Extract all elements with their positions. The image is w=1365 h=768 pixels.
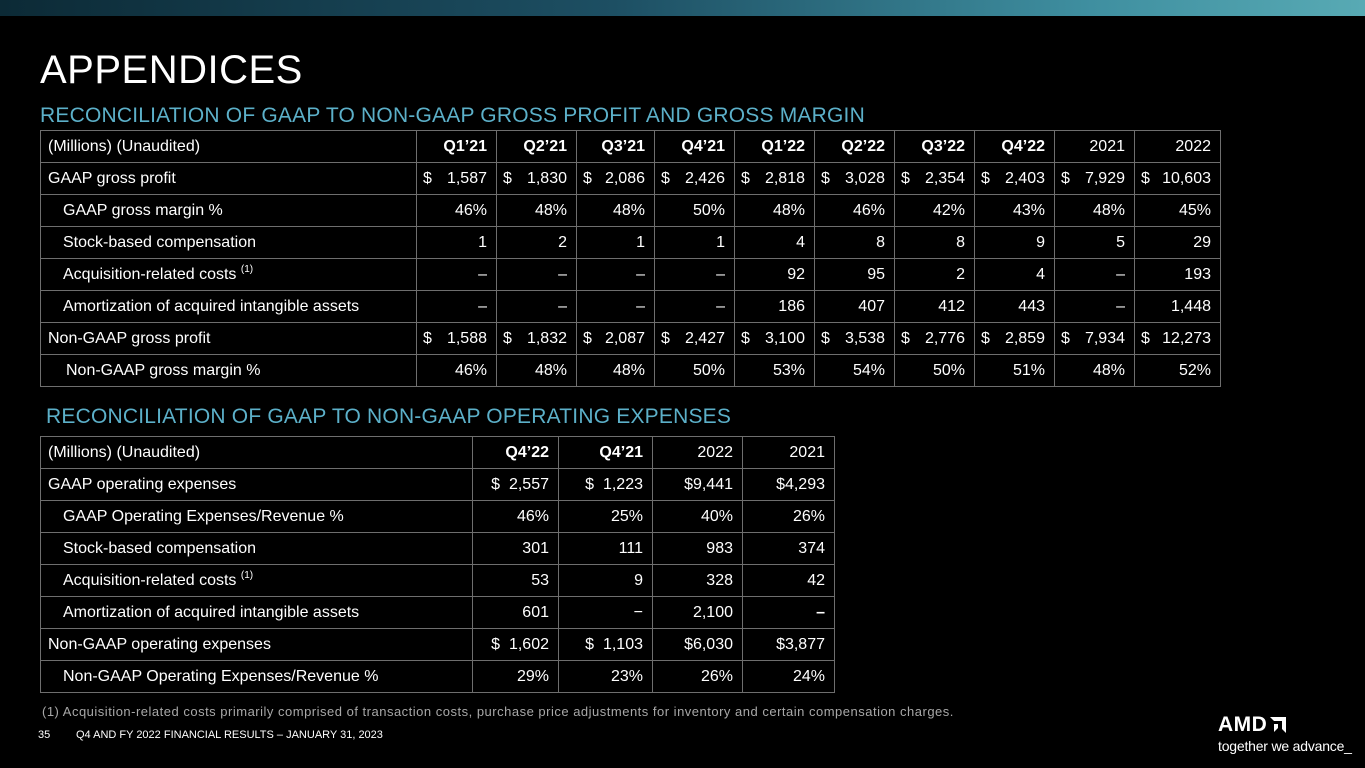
row-label: GAAP gross profit xyxy=(41,163,417,195)
row-label xyxy=(41,259,417,291)
table-cell: 45% xyxy=(1135,195,1221,227)
currency-symbol: $ xyxy=(491,475,501,493)
table-cell: 29 xyxy=(1135,227,1221,259)
table-cell: 95 xyxy=(815,259,895,291)
table-cell: – xyxy=(497,291,577,323)
amd-logo xyxy=(1218,713,1358,754)
footnote: (1) Acquisition-related costs primarily comprised of transaction costs, purchase price adjustments for inventory and certain compensation charges. xyxy=(42,704,954,719)
table-cell: 601 xyxy=(473,597,559,629)
table-cell: 1,223 xyxy=(602,475,643,493)
column-header: Q1’21 xyxy=(417,131,497,163)
table-row xyxy=(41,469,835,501)
table-cell: 328 xyxy=(653,565,743,597)
table-cell: 3,100 xyxy=(764,329,805,347)
currency-symbol: $ xyxy=(423,329,432,347)
column-header: (Millions) (Unaudited) xyxy=(41,437,473,469)
table-cell: 2,859 xyxy=(1004,329,1045,347)
table-cell: 51% xyxy=(975,355,1055,387)
table-cell: 193 xyxy=(1135,259,1221,291)
row-label: Amortization of acquired intangible assets xyxy=(41,291,417,323)
table-cell: – xyxy=(417,259,497,291)
table-cell: – xyxy=(417,291,497,323)
table-cell: – xyxy=(1055,259,1135,291)
table-cell: – xyxy=(743,597,835,629)
table-cell: 26% xyxy=(743,501,835,533)
currency-symbol: $ xyxy=(583,169,592,187)
currency-symbol: $ xyxy=(981,169,990,187)
table-row xyxy=(41,501,835,533)
table-cell: 7,929 xyxy=(1084,169,1125,187)
table-cell: 54% xyxy=(815,355,895,387)
table-cell: 48% xyxy=(497,355,577,387)
currency-symbol: $ xyxy=(583,329,592,347)
currency-symbol: $ xyxy=(491,635,501,653)
table-cell: 2 xyxy=(497,227,577,259)
table-cell: 186 xyxy=(735,291,815,323)
table-cell: 2,818 xyxy=(764,169,805,187)
gross-profit-heading: RECONCILIATION OF GAAP TO NON-GAAP GROSS PROFIT AND GROSS MARGIN xyxy=(40,104,865,127)
page-number: 35 xyxy=(38,729,51,741)
table-cell: 301 xyxy=(473,533,559,565)
table-cell: 52% xyxy=(1135,355,1221,387)
table-row xyxy=(41,195,1221,227)
table-cell: 983 xyxy=(653,533,743,565)
column-header: Q4’22 xyxy=(473,437,559,469)
table-cell: 10,603 xyxy=(1162,169,1211,187)
table-cell: $4,293 xyxy=(743,469,835,501)
row-label: Stock-based compensation xyxy=(41,227,417,259)
column-header: 2021 xyxy=(1055,131,1135,163)
row-label: GAAP gross margin % xyxy=(41,195,417,227)
column-header: 2022 xyxy=(653,437,743,469)
table-row xyxy=(41,355,1221,387)
table-cell: 2,087 xyxy=(604,329,645,347)
table-cell: 23% xyxy=(559,661,653,693)
table-cell: 4 xyxy=(735,227,815,259)
row-label: Non-GAAP Operating Expenses/Revenue % xyxy=(41,661,473,693)
table-cell: 50% xyxy=(895,355,975,387)
table-cell: 12,273 xyxy=(1162,329,1211,347)
footnote-marker: (1) xyxy=(240,569,254,581)
row-label-text: Acquisition-related costs xyxy=(63,571,237,589)
table-cell: 50% xyxy=(655,195,735,227)
currency-symbol: $ xyxy=(901,169,910,187)
page-title: APPENDICES xyxy=(40,48,303,92)
table-cell: 48% xyxy=(577,195,655,227)
table-cell: 2,557 xyxy=(508,475,549,493)
row-label: GAAP operating expenses xyxy=(41,469,473,501)
top-accent-bar xyxy=(0,0,1365,16)
currency-symbol: $ xyxy=(821,169,830,187)
table-cell: 9 xyxy=(559,565,653,597)
row-label: Non-GAAP operating expenses xyxy=(41,629,473,661)
table-cell: 1 xyxy=(577,227,655,259)
table-header-row xyxy=(41,437,835,469)
table-cell: 8 xyxy=(895,227,975,259)
row-label: GAAP Operating Expenses/Revenue % xyxy=(41,501,473,533)
table-cell: 2,776 xyxy=(924,329,965,347)
logo-tagline: together we advance_ xyxy=(1218,738,1352,754)
table-cell: 46% xyxy=(815,195,895,227)
table-cell: 48% xyxy=(497,195,577,227)
column-header: Q4’21 xyxy=(559,437,653,469)
column-header: 2021 xyxy=(743,437,835,469)
table-row xyxy=(41,661,835,693)
table-cell: 1,832 xyxy=(526,329,567,347)
table-cell: – xyxy=(497,259,577,291)
table-cell: 8 xyxy=(815,227,895,259)
currency-symbol: $ xyxy=(981,329,990,347)
table-cell: 1,587 xyxy=(446,169,487,187)
table-row xyxy=(41,227,1221,259)
currency-symbol: $ xyxy=(585,475,595,493)
currency-symbol: $ xyxy=(741,169,750,187)
table-row xyxy=(41,565,835,597)
row-label-text: Acquisition-related costs xyxy=(63,265,237,283)
gross-profit-table xyxy=(40,130,1221,387)
table-cell: 2,086 xyxy=(604,169,645,187)
table-row xyxy=(41,259,1221,291)
table-cell: 46% xyxy=(417,195,497,227)
table-cell: 48% xyxy=(735,195,815,227)
table-cell: – xyxy=(577,291,655,323)
table-cell: 412 xyxy=(895,291,975,323)
amd-arrow-icon xyxy=(1270,717,1286,733)
table-row xyxy=(41,629,835,661)
table-row xyxy=(41,533,835,565)
column-header: Q4’22 xyxy=(975,131,1055,163)
table-row xyxy=(41,323,1221,355)
table-cell: 50% xyxy=(655,355,735,387)
column-header: (Millions) (Unaudited) xyxy=(41,131,417,163)
table-cell: 1 xyxy=(417,227,497,259)
table-cell: 2,426 xyxy=(684,169,725,187)
currency-symbol: $ xyxy=(1061,169,1070,187)
table-row xyxy=(41,291,1221,323)
operating-expenses-table xyxy=(40,436,835,693)
table-cell: 53 xyxy=(473,565,559,597)
currency-symbol: $ xyxy=(585,635,595,653)
table-cell: 2,354 xyxy=(924,169,965,187)
table-cell: 42% xyxy=(895,195,975,227)
table-cell: 92 xyxy=(735,259,815,291)
table-cell: 24% xyxy=(743,661,835,693)
footer-text: Q4 AND FY 2022 FINANCIAL RESULTS – JANUARY 31, 2023 xyxy=(76,729,383,741)
table-cell: 48% xyxy=(1055,355,1135,387)
table-cell: 2,403 xyxy=(1004,169,1045,187)
table-cell: 1,602 xyxy=(508,635,549,653)
table-row xyxy=(41,163,1221,195)
table-cell: 53% xyxy=(735,355,815,387)
currency-symbol: $ xyxy=(901,329,910,347)
table-cell: 1,448 xyxy=(1135,291,1221,323)
table-cell: – xyxy=(655,259,735,291)
table-header-row xyxy=(41,131,1221,163)
table-cell: 1,830 xyxy=(526,169,567,187)
table-cell: 111 xyxy=(559,533,653,565)
table-cell: 26% xyxy=(653,661,743,693)
table-cell: 1,103 xyxy=(602,635,643,653)
table-cell: 2,100 xyxy=(653,597,743,629)
table-cell: 5 xyxy=(1055,227,1135,259)
table-cell: 7,934 xyxy=(1084,329,1125,347)
column-header: Q3’22 xyxy=(895,131,975,163)
table-cell: 25% xyxy=(559,501,653,533)
column-header: Q3’21 xyxy=(577,131,655,163)
table-cell: 46% xyxy=(417,355,497,387)
currency-symbol: $ xyxy=(503,329,512,347)
currency-symbol: $ xyxy=(1141,169,1150,187)
table-cell: $6,030 xyxy=(653,629,743,661)
table-cell: 3,028 xyxy=(844,169,885,187)
column-header: Q2’22 xyxy=(815,131,895,163)
currency-symbol: $ xyxy=(1061,329,1070,347)
currency-symbol: $ xyxy=(503,169,512,187)
currency-symbol: $ xyxy=(1141,329,1150,347)
table-cell: 1,588 xyxy=(446,329,487,347)
column-header: 2022 xyxy=(1135,131,1221,163)
table-row xyxy=(41,597,835,629)
table-cell: 46% xyxy=(473,501,559,533)
currency-symbol: $ xyxy=(741,329,750,347)
table-cell: 43% xyxy=(975,195,1055,227)
currency-symbol: $ xyxy=(423,169,432,187)
column-header: Q4’21 xyxy=(655,131,735,163)
footnote-marker: (1) xyxy=(240,263,254,275)
row-label xyxy=(41,565,473,597)
table-cell: − xyxy=(559,597,653,629)
currency-symbol: $ xyxy=(661,329,670,347)
table-cell: 374 xyxy=(743,533,835,565)
table-cell: 29% xyxy=(473,661,559,693)
row-label: Stock-based compensation xyxy=(41,533,473,565)
currency-symbol: $ xyxy=(661,169,670,187)
column-header: Q1’22 xyxy=(735,131,815,163)
table-cell: 2 xyxy=(895,259,975,291)
row-label: Non-GAAP gross profit xyxy=(41,323,417,355)
table-cell: – xyxy=(655,291,735,323)
table-cell: 443 xyxy=(975,291,1055,323)
table-cell: 3,538 xyxy=(844,329,885,347)
table-cell: 407 xyxy=(815,291,895,323)
row-label: Amortization of acquired intangible assets xyxy=(41,597,473,629)
table-cell: – xyxy=(577,259,655,291)
operating-expenses-heading: RECONCILIATION OF GAAP TO NON-GAAP OPERATING EXPENSES xyxy=(46,405,732,428)
table-cell: – xyxy=(1055,291,1135,323)
table-cell: $3,877 xyxy=(743,629,835,661)
currency-symbol: $ xyxy=(821,329,830,347)
table-cell: 42 xyxy=(743,565,835,597)
table-cell: 1 xyxy=(655,227,735,259)
table-cell: 2,427 xyxy=(684,329,725,347)
table-cell: 48% xyxy=(577,355,655,387)
row-label: Non-GAAP gross margin % xyxy=(41,355,417,387)
column-header: Q2’21 xyxy=(497,131,577,163)
table-cell: $9,441 xyxy=(653,469,743,501)
table-cell: 48% xyxy=(1055,195,1135,227)
table-cell: 9 xyxy=(975,227,1055,259)
table-cell: 4 xyxy=(975,259,1055,291)
table-cell: 40% xyxy=(653,501,743,533)
logo-wordmark: AMD xyxy=(1218,713,1268,736)
